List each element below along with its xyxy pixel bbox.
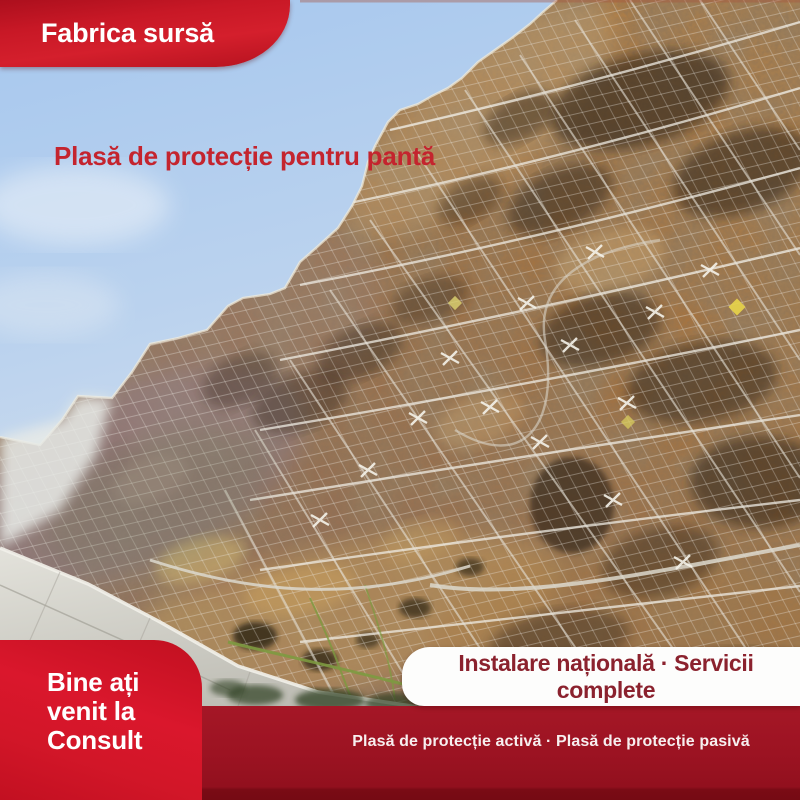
welcome-line-1: Bine ați [47, 667, 140, 697]
bottom-banner-text: Plasă de protecție activă · Plasă de protecție pasivă [352, 733, 750, 750]
bottom-banner [194, 706, 800, 800]
welcome-line-2: venit la [47, 696, 135, 726]
service-line-2: complete [556, 676, 656, 703]
service-info-box [402, 647, 800, 706]
welcome-line-3: Consult [47, 725, 143, 755]
source-factory-label: Fabrica sursă [41, 18, 214, 48]
headline: Plasă de protecție pentru pantă [54, 141, 436, 171]
welcome-badge [0, 640, 202, 800]
service-line-1: Instalare națională · Servicii [458, 649, 754, 676]
source-factory-badge [0, 0, 290, 67]
